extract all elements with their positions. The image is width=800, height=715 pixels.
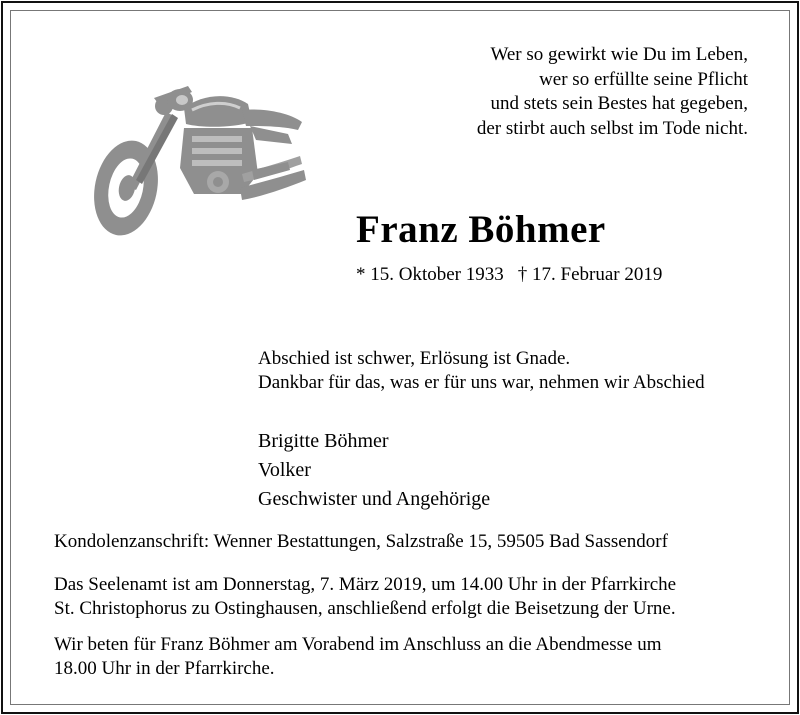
farewell-text [258,347,705,395]
mourner: Geschwister und Angehörige [258,488,491,510]
deceased-name: Franz Böhmer [356,208,606,251]
motorcycle-icon [92,70,310,240]
mourner: Brigitte Böhmer [258,430,389,452]
farewell-line: Dankbar für das, was er für uns war, nehmen wir Abschied [258,372,705,393]
memorial-poem [477,43,748,141]
service-notice [54,573,676,621]
death-date: † 17. Februar 2019 [517,264,663,285]
farewell-line: Abschied ist schwer, Erlösung ist Gnade. [258,348,571,369]
birth-date: * 15. Oktober 1933 [356,264,504,285]
mourners-list [258,427,490,514]
poem-line: Wer so gewirkt wie Du im Leben, [490,44,748,65]
service-line: St. Christophorus zu Ostinghausen, anschließend erfolgt die Beisetzung der Urne. [54,598,676,619]
prayer-notice [54,633,661,681]
mourner: Volker [258,459,311,481]
condolence-address: Kondolenzanschrift: Wenner Bestattungen, Salzstraße 15, 59505 Bad Sassendorf [54,531,668,552]
poem-line: und stets sein Bestes hat gegeben, [490,93,748,114]
life-dates [356,264,662,286]
prayer-line: 18.00 Uhr in der Pfarrkirche. [54,658,275,679]
prayer-line: Wir beten für Franz Böhmer am Vorabend im Anschluss an die Abendmesse um [54,634,662,655]
service-line: Das Seelenamt ist am Donnerstag, 7. März 2019, um 14.00 Uhr in der Pfarrkirche [54,574,677,595]
poem-line: der stirbt auch selbst im Tode nicht. [476,117,748,139]
poem-line: wer so erfüllte seine Pflicht [539,68,748,90]
